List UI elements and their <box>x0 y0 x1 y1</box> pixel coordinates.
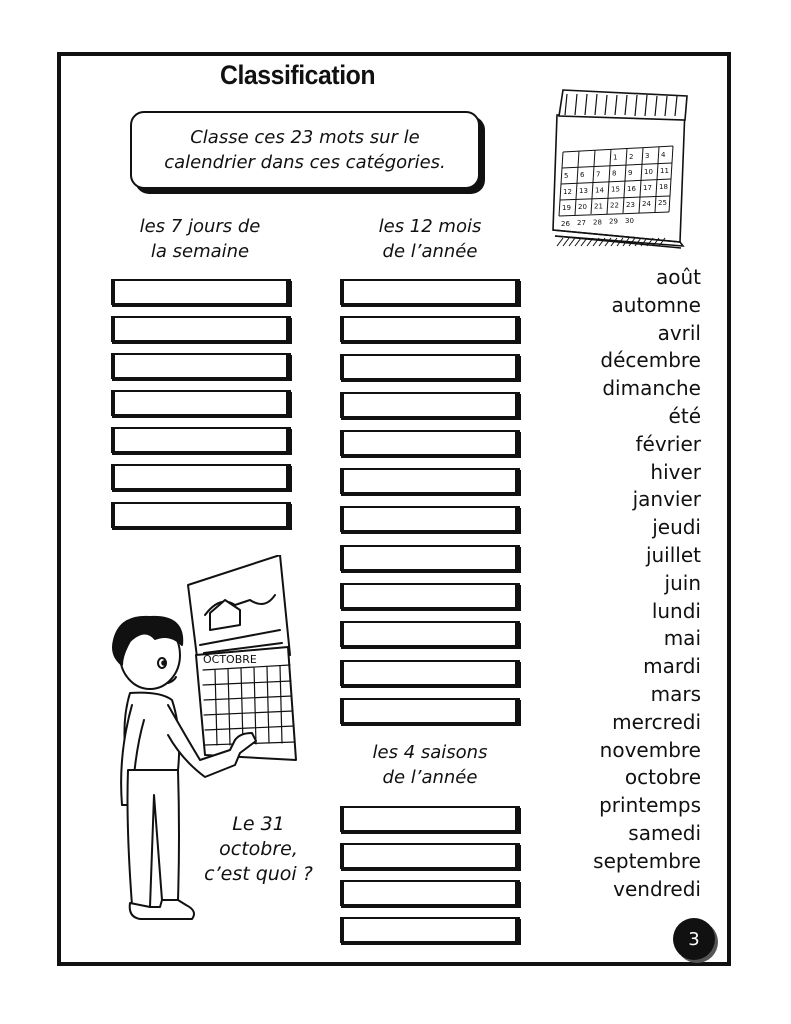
calendar-icon-day-number: 16 <box>627 184 636 193</box>
page-number: 3 <box>688 928 700 950</box>
word-list-item: mai <box>663 626 701 651</box>
months-heading <box>345 214 515 264</box>
word-list-item: hiver <box>650 459 701 484</box>
word-list-item: octobre <box>624 765 701 790</box>
days-heading-line1: les 7 jours de <box>139 216 261 237</box>
calendar-icon-day-number: 2 <box>629 152 634 161</box>
seasons-answer-box[interactable] <box>340 880 520 906</box>
calendar-icon-day-number: 19 <box>562 204 571 212</box>
months-answer-box[interactable] <box>340 698 520 724</box>
months-answer-box[interactable] <box>340 316 520 342</box>
calendar-icon-day-number: 6 <box>580 171 585 180</box>
calendar-icon-day-number: 24 <box>642 200 651 208</box>
months-answer-box[interactable] <box>340 506 520 532</box>
seasons-answer-box[interactable] <box>340 806 520 832</box>
instructions-text: Classe ces 23 mots sur le calendrier dans ces catégories. <box>164 127 446 173</box>
calendar-icon-day-number: 29 <box>609 217 618 226</box>
calendar-icon-day-number: 18 <box>659 183 668 192</box>
question-line3: c’est quoi ? <box>204 863 313 885</box>
calendar-icon-day-number: 13 <box>579 187 588 196</box>
question-text <box>196 812 321 887</box>
calendar-icon-day-number: 3 <box>645 152 650 160</box>
instructions-box <box>130 111 480 189</box>
seasons-heading-line1: les 4 saisons <box>372 742 488 763</box>
word-list-item: septembre <box>593 848 701 873</box>
calendar-icon-day-number: 20 <box>578 203 587 212</box>
calendar-icon-day-number: 5 <box>564 172 569 180</box>
calendar-shadow-icon <box>555 236 675 250</box>
days-answer-box[interactable] <box>111 502 291 528</box>
months-answer-box[interactable] <box>340 430 520 456</box>
calendar-icon-day-number: 10 <box>644 168 653 176</box>
days-answer-box[interactable] <box>111 353 291 379</box>
word-list-item: mars <box>650 681 701 706</box>
months-answer-box[interactable] <box>340 660 520 686</box>
days-answer-box[interactable] <box>111 464 291 490</box>
months-heading-line2: de l’année <box>382 241 478 262</box>
calendar-icon-day-number: 15 <box>611 185 620 194</box>
calendar-icon-day-number: 14 <box>595 186 604 195</box>
page-title: Classification <box>220 60 376 90</box>
months-answer-box[interactable] <box>340 392 520 418</box>
calendar-icon-day-number: 23 <box>626 200 635 209</box>
calendar-icon-day-number: 30 <box>625 216 634 225</box>
days-answer-box[interactable] <box>111 316 291 342</box>
word-list-item: mercredi <box>612 709 701 734</box>
page-number-badge <box>673 918 715 960</box>
calendar-icon-day-number: 26 <box>561 220 570 228</box>
calendar-icon-day-number: 28 <box>593 218 602 227</box>
poster-month-label: OCTOBRE <box>203 653 257 666</box>
calendar-icon <box>545 80 695 250</box>
word-list-item: automne <box>611 292 701 317</box>
word-list-item: été <box>668 403 701 428</box>
calendar-icon-day-number: 25 <box>658 199 667 208</box>
word-list-item: lundi <box>651 598 701 623</box>
seasons-answer-box[interactable] <box>340 843 520 869</box>
months-heading-line1: les 12 mois <box>378 216 482 237</box>
question-line1: Le 31 <box>232 813 285 835</box>
calendar-icon-day-number: 1 <box>613 153 618 162</box>
word-list-item: samedi <box>628 820 701 845</box>
word-list-item: décembre <box>600 348 701 373</box>
word-list-item: août <box>655 265 701 289</box>
calendar-icon-day-number: 7 <box>596 170 601 179</box>
question-line2: octobre, <box>219 838 298 860</box>
days-heading <box>115 214 285 264</box>
days-answer-box[interactable] <box>111 427 291 453</box>
months-answer-box[interactable] <box>340 583 520 609</box>
days-answer-box[interactable] <box>111 279 291 305</box>
word-list-item: janvier <box>632 487 701 512</box>
months-answer-box[interactable] <box>340 621 520 647</box>
word-list-item: dimanche <box>602 376 701 401</box>
calendar-icon-day-number: 8 <box>612 169 617 178</box>
word-list-item: février <box>635 431 701 456</box>
calendar-icon-day-number: 9 <box>628 168 633 177</box>
word-list-item: vendredi <box>613 876 701 901</box>
seasons-heading-line2: de l’année <box>382 767 478 788</box>
word-list-item: novembre <box>599 737 701 762</box>
calendar-icon-day-number: 27 <box>577 219 586 228</box>
word-list-item: juin <box>664 570 701 595</box>
word-list <box>593 264 701 903</box>
calendar-icon-day-number: 12 <box>563 188 572 196</box>
days-answer-box[interactable] <box>111 390 291 416</box>
word-list-item: printemps <box>599 793 701 818</box>
months-answer-box[interactable] <box>340 468 520 494</box>
word-list-item: juillet <box>645 542 701 567</box>
months-answer-box[interactable] <box>340 545 520 571</box>
calendar-icon-day-number: 4 <box>661 151 666 160</box>
calendar-icon-day-number: 17 <box>643 184 652 192</box>
seasons-heading <box>345 740 515 790</box>
word-list-item: mardi <box>643 654 701 679</box>
calendar-icon-day-number: 21 <box>594 202 603 211</box>
calendar-icon-day-number: 11 <box>660 167 669 176</box>
calendar-icon-day-number: 22 <box>610 201 619 210</box>
word-list-item: jeudi <box>652 515 701 540</box>
months-answer-box[interactable] <box>340 279 520 305</box>
seasons-answer-box[interactable] <box>340 917 520 943</box>
months-answer-box[interactable] <box>340 354 520 380</box>
word-list-item: avril <box>657 320 701 345</box>
days-heading-line2: la semaine <box>150 241 250 262</box>
